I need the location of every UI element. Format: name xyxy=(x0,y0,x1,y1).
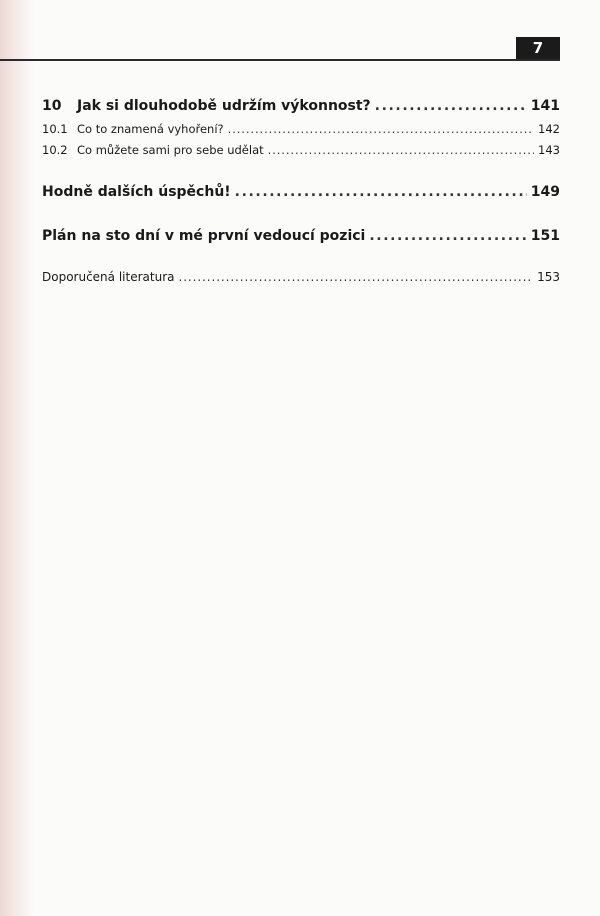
entry-title: Plán na sto dní v mé první vedoucí pozici xyxy=(42,228,366,244)
toc-entry-dalsi-uspechy[interactable] xyxy=(42,184,560,208)
header-rule xyxy=(0,59,560,61)
entry-page: 151 xyxy=(530,228,560,244)
entry-title: Hodně dalších úspěchů! xyxy=(42,184,231,200)
dot-leader xyxy=(235,184,527,200)
toc-subsection-10-1[interactable] xyxy=(42,122,560,143)
subsection-number: 10.1 xyxy=(42,122,68,136)
chapter-page: 141 xyxy=(530,98,560,114)
entry-title: Doporučená literatura xyxy=(42,270,175,284)
toc-entry-plan-sto-dni[interactable] xyxy=(42,228,560,252)
chapter-title: Jak si dlouhodobě udržím výkonnost? xyxy=(77,98,371,114)
dot-leader xyxy=(369,228,526,244)
dot-leader xyxy=(268,143,534,157)
entry-page: 149 xyxy=(530,184,560,200)
subsection-page: 143 xyxy=(538,143,560,157)
dot-leader xyxy=(228,122,534,136)
table-of-contents xyxy=(42,98,560,290)
toc-chapter-10[interactable] xyxy=(42,98,560,122)
dot-leader xyxy=(375,98,527,114)
subsection-number: 10.2 xyxy=(42,143,68,157)
entry-page: 153 xyxy=(537,270,560,284)
page-number-badge: 7 xyxy=(516,37,560,59)
dot-leader xyxy=(178,270,533,284)
page-edge-shading xyxy=(0,0,34,916)
subsection-page: 142 xyxy=(538,122,560,136)
subsection-title: Co můžete sami pro sebe udělat xyxy=(77,143,264,157)
toc-entry-literatura[interactable] xyxy=(42,270,560,290)
toc-subsection-10-2[interactable] xyxy=(42,143,560,164)
subsection-title: Co to znamená vyhoření? xyxy=(77,122,224,136)
chapter-number: 10 xyxy=(42,98,62,114)
